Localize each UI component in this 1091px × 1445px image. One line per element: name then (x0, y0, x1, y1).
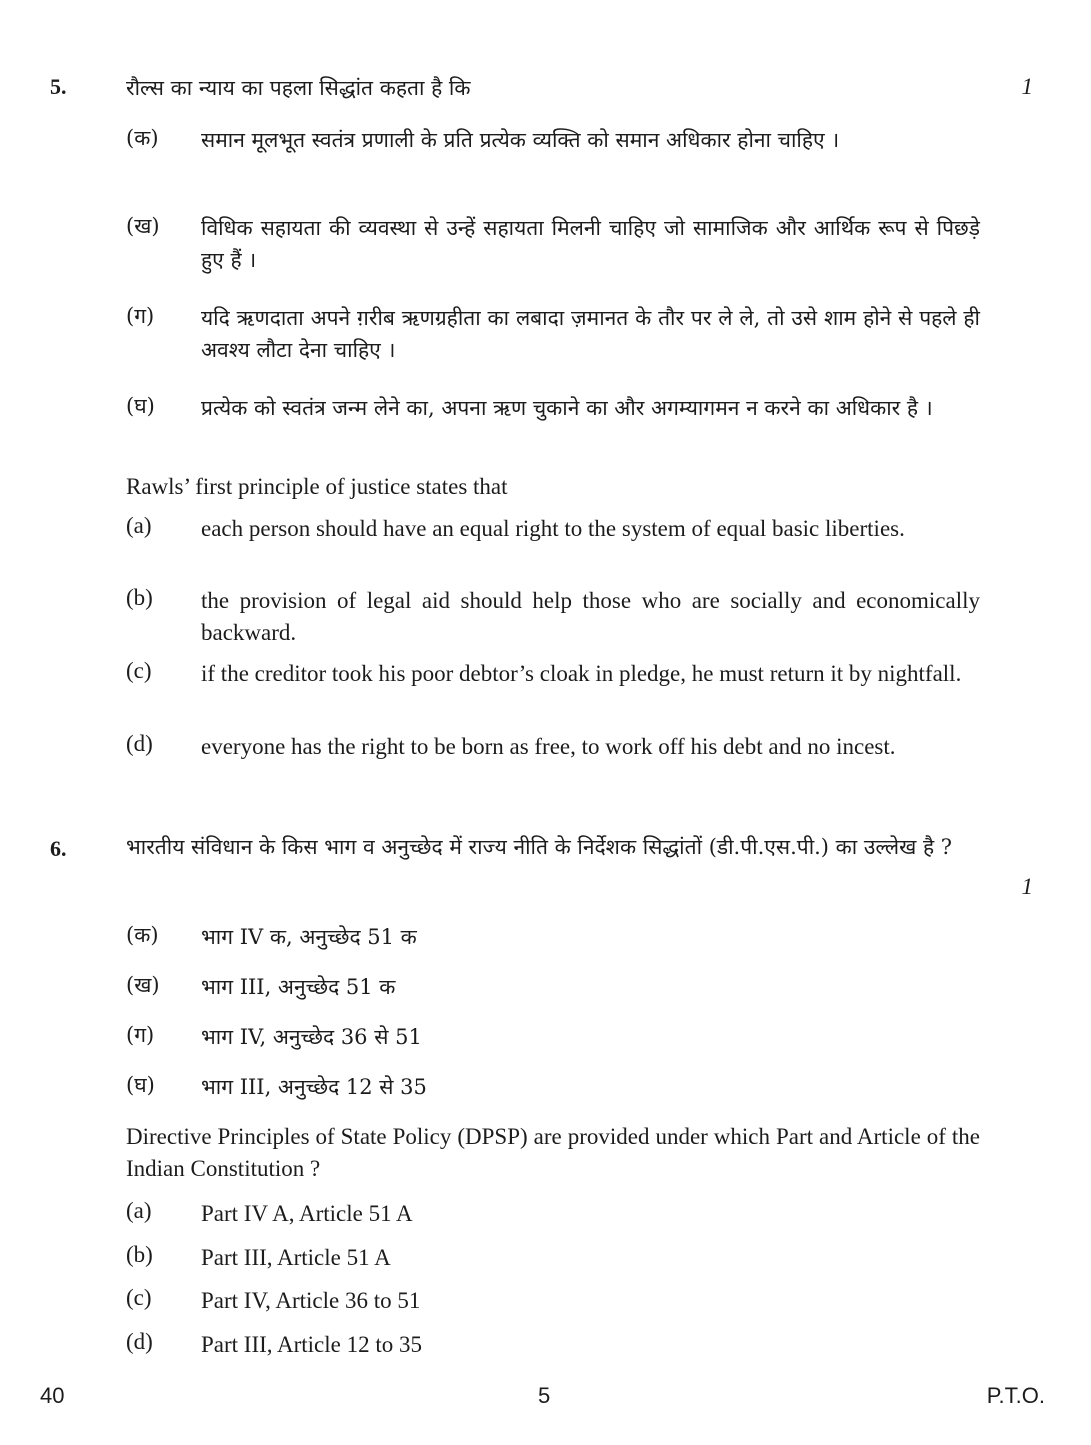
option-text: Part IV A, Article 51 A (201, 1201, 413, 1226)
question-6-number: 6. (50, 836, 67, 861)
option-label: (c) (126, 658, 152, 683)
question-5-stem-hindi: रौल्स का न्याय का पहला सिद्धांत कहता है कि (126, 76, 471, 100)
option-text: if the creditor took his poor debtor’s cloak in pledge, he must return it by nightfall. (201, 661, 962, 686)
option-text: भाग III, अनुच्छेद 51 क (201, 975, 396, 999)
option-label: (b) (126, 1242, 153, 1267)
option-label: (घ) (126, 1073, 155, 1097)
question-6-stem-hindi: भारतीय संविधान के किस भाग व अनुच्छेद में राज्य नीति के निर्देशक सिद्धांतों (डी.पी.एस.पी.) का उल्लेख है ? (126, 835, 953, 859)
option-text: the provision of legal aid should help those who are socially and economically backward. (201, 588, 980, 645)
option-text: Part III, Article 51 A (201, 1245, 391, 1270)
q5-option-a (126, 513, 980, 545)
question-5-marks: 1 (1021, 74, 1033, 99)
question-6-marks: 1 (1021, 874, 1033, 899)
q5-option-d (126, 731, 980, 763)
option-text: भाग IV क, अनुच्छेद 51 क (201, 925, 417, 949)
option-text: each person should have an equal right to the system of equal basic liberties. (201, 516, 905, 541)
option-label: (ग) (126, 1023, 155, 1047)
option-text: भाग III, अनुच्छेद 12 से 35 (201, 1075, 427, 1099)
option-text: प्रत्येक को स्वतंत्र जन्म लेने का, अपना ऋण चुकाने का और अगम्यागमन न करने का अधिकार है । (201, 396, 933, 420)
q6-option-gha (126, 1071, 980, 1103)
option-text: समान मूलभूत स्वतंत्र प्रणाली के प्रति प्रत्येक व्यक्ति को समान अधिकार होना चाहिए । (201, 128, 840, 152)
option-text: Part III, Article 12 to 35 (201, 1332, 423, 1357)
option-text: everyone has the right to be born as free, to work off his debt and no incest. (201, 734, 896, 759)
option-label: (घ) (126, 394, 155, 418)
question-5-stem-english: Rawls’ first principle of justice states that (126, 474, 508, 499)
page-number: 5 (538, 1383, 551, 1408)
option-label: (a) (126, 1198, 152, 1223)
q5-option-kha (126, 212, 980, 276)
option-label: (क) (126, 126, 159, 150)
option-label: (d) (126, 731, 153, 756)
paper-code: 40 (40, 1383, 65, 1408)
q6-option-c (126, 1285, 980, 1317)
option-label: (d) (126, 1329, 153, 1354)
question-6-stem-english: Directive Principles of State Policy (DPSP) are provided under which Part and Article of the Indian Constitution ? (126, 1124, 980, 1181)
option-text: Part IV, Article 36 to 51 (201, 1288, 421, 1313)
option-text: यदि ऋणदाता अपने ग़रीब ऋणग्रहीता का लबादा ज़मानत के तौर पर ले ले, तो उसे शाम होने से पहले ही अवश्य लौटा देना चाहिए । (201, 306, 980, 362)
pto-label: P.T.O. (986, 1383, 1045, 1408)
option-text: विधिक सहायता की व्यवस्था से उन्हें सहायता मिलनी चाहिए जो सामाजिक और आर्थिक रूप से पिछड़े हुए हैं । (201, 216, 980, 272)
q5-option-gha (126, 392, 980, 424)
q5-option-b (126, 585, 980, 649)
q6-option-a (126, 1198, 980, 1230)
q5-option-c (126, 658, 980, 690)
option-label: (b) (126, 585, 153, 610)
q5-option-ga (126, 302, 980, 366)
q6-option-ka (126, 921, 980, 953)
option-label: (a) (126, 513, 152, 538)
q6-option-d (126, 1329, 980, 1361)
option-label: (ख) (126, 973, 160, 997)
option-label: (ख) (126, 214, 160, 238)
q6-option-kha (126, 971, 980, 1003)
q6-option-ga (126, 1021, 980, 1053)
option-label: (c) (126, 1285, 152, 1310)
q5-option-ka (126, 124, 980, 156)
option-label: (क) (126, 923, 159, 947)
option-text: भाग IV, अनुच्छेद 36 से 51 (201, 1025, 422, 1049)
option-label: (ग) (126, 304, 155, 328)
q6-option-b (126, 1242, 980, 1274)
question-5-number: 5. (50, 74, 67, 99)
